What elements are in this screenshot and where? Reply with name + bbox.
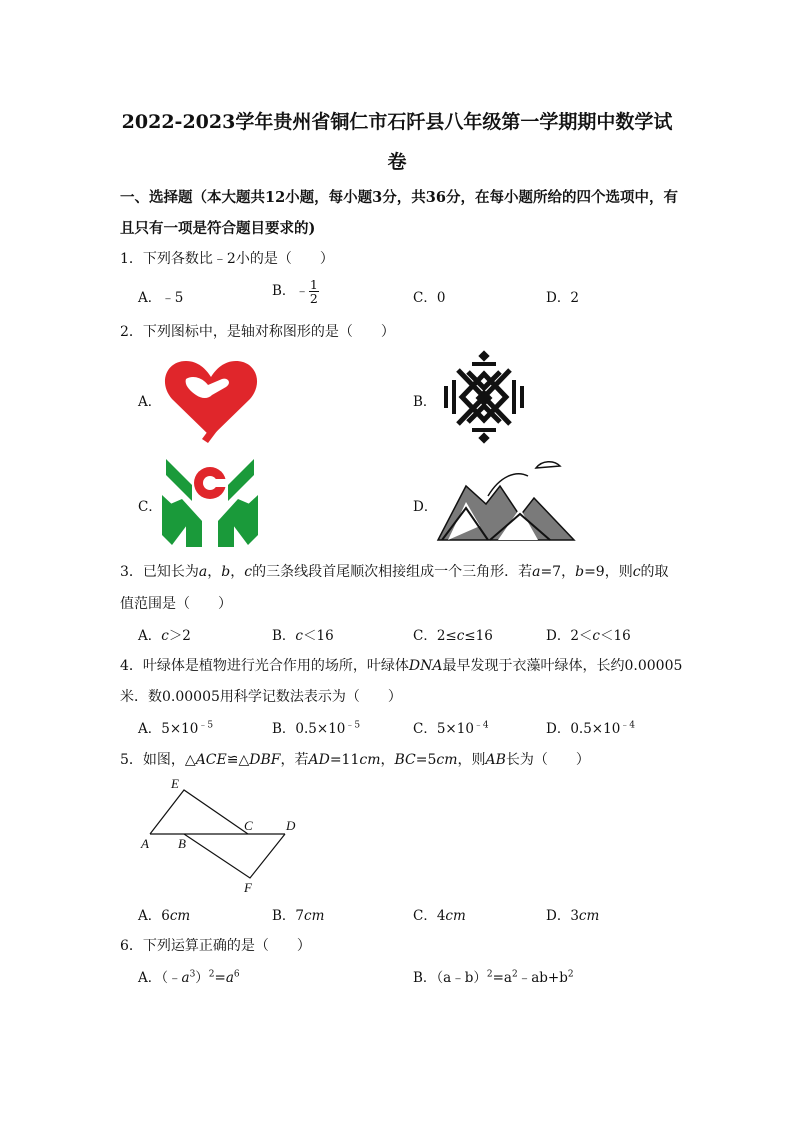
question-3-stem-cont: 值范围是（ ） <box>120 596 232 612</box>
q2-option-d: D． <box>413 499 438 515</box>
exponent: 2 <box>511 969 518 980</box>
unit-cm: cm <box>578 908 600 924</box>
q3-option-a <box>138 624 191 644</box>
q4-option-a <box>138 717 213 737</box>
section-heading-cont: 且只有一项是符合题目要求的) <box>120 220 316 237</box>
q6-option-b <box>413 966 574 986</box>
exponent: 2 <box>567 969 574 980</box>
q5-option-c <box>413 904 466 924</box>
var-b: b <box>575 564 585 580</box>
option-text: ＜16 <box>302 628 334 644</box>
q6-option-a <box>138 966 240 986</box>
heart-hand-logo-icon <box>162 355 260 443</box>
option-text: ＜16 <box>599 628 631 644</box>
var-c: c <box>632 564 641 580</box>
exponent: 6 <box>233 969 240 980</box>
var-c: c <box>161 628 169 644</box>
triangle-dbf: DBF <box>249 752 281 768</box>
var-c: c <box>456 628 465 644</box>
q3-option-b <box>272 624 334 644</box>
option-text: A．6 <box>138 908 170 924</box>
q5-text: =5 <box>415 752 437 768</box>
point-label-b: B <box>178 836 186 851</box>
q3-text: 的取 <box>640 564 669 580</box>
exponent: 3 <box>189 969 196 980</box>
option-text: B．（a﹣b） <box>413 970 487 986</box>
q5-text: ，则 <box>457 752 486 768</box>
option-text: C．2≤ <box>413 628 457 644</box>
mountains-icon <box>438 456 578 546</box>
question-4-stem-cont: 米．数0.00005用科学记数法表示为（ ） <box>120 689 402 705</box>
knot-pattern-icon <box>440 352 528 442</box>
var-b: b <box>221 564 231 580</box>
point-label-e: E <box>171 776 179 791</box>
option-text: D．3 <box>546 908 579 924</box>
option-text: D．2＜ <box>546 628 593 644</box>
section-heading: 一、选择题（本大题共12小题，每小题3分，共36分，在每小题所给的四个选项中，有 <box>120 189 678 206</box>
q5-text: 5．如图，△ <box>120 752 196 768</box>
unit-cm: cm <box>436 752 458 768</box>
q1-option-a: A．﹣5 <box>138 290 184 306</box>
q5-text: =11 <box>329 752 360 768</box>
q2-option-a: A． <box>138 394 162 410</box>
var-c: c <box>244 564 253 580</box>
exponent: ﹣5 <box>198 720 214 731</box>
var-a: a <box>225 970 234 986</box>
q3-text: 3．已知长为 <box>120 564 199 580</box>
triangle-ace-shape <box>150 790 248 834</box>
q5-option-a <box>138 904 190 924</box>
q4-text: 最早发现于衣藻叶绿体，长约0.00005 <box>442 658 683 674</box>
q5-text: 长为（ ） <box>505 752 590 768</box>
fraction-denominator: 2 <box>309 291 318 306</box>
option-text: ≤16 <box>464 628 493 644</box>
q1-option-b <box>272 278 319 305</box>
point-label-c: C <box>244 818 253 833</box>
question-6-stem: 6．下列运算正确的是（ ） <box>120 938 311 954</box>
bank-c-logo-icon <box>162 455 258 547</box>
exponent: ﹣5 <box>345 720 361 731</box>
option-text: C．4 <box>413 908 446 924</box>
triangle-ace: ACE <box>195 752 227 768</box>
option-text: A．（﹣ <box>138 970 182 986</box>
question-5-stem <box>120 749 590 769</box>
point-label-d: D <box>286 818 296 833</box>
var-c: c <box>592 628 600 644</box>
q5-option-b <box>272 904 324 924</box>
q3-text: =9，则 <box>584 564 633 580</box>
question-2-stem: 2．下列图标中，是轴对称图形的是（ ） <box>120 324 395 340</box>
option-text: A． <box>138 628 162 644</box>
question-3-stem <box>120 561 669 581</box>
q3-option-d <box>546 624 631 644</box>
var-a: a <box>181 970 190 986</box>
q1-option-c: C．0 <box>413 290 446 306</box>
exponent: 2 <box>208 969 215 980</box>
segment-ab: AB <box>485 752 506 768</box>
option-text: = <box>214 970 226 986</box>
page-title-cont: 卷 <box>387 151 407 173</box>
q1-option-d: D．2 <box>546 290 579 306</box>
unit-cm: cm <box>304 908 325 924</box>
option-text: C．5×10 <box>413 721 474 737</box>
exponent: 2 <box>486 969 493 980</box>
fraction-numerator: 1 <box>309 277 318 292</box>
triangle-dbf-shape <box>184 834 285 878</box>
q4-option-b <box>272 717 360 737</box>
q2-option-c: C． <box>138 499 162 515</box>
q5-text: ≌△ <box>226 752 250 768</box>
page-title: 2022-2023学年贵州省铜仁市石阡县八年级第一学期期中数学试 <box>121 111 673 133</box>
q3-option-c <box>413 624 493 644</box>
option-text: D．0.5×10 <box>546 721 621 737</box>
q3-text: =7， <box>540 564 576 580</box>
option-text: ﹣ab+b <box>517 970 568 986</box>
question-4-stem <box>120 655 682 675</box>
option-text: B． <box>272 628 296 644</box>
exponent: ﹣4 <box>473 720 489 731</box>
option-text: B．0.5×10 <box>272 721 346 737</box>
option-text: ） <box>195 970 209 986</box>
q3-text: ， <box>230 564 245 580</box>
q3-text: 的三条线段首尾顺次相接组成一个三角形．若 <box>252 564 533 580</box>
q5-text: ， <box>380 752 395 768</box>
var-a: a <box>532 564 541 580</box>
q4-option-d <box>546 717 635 737</box>
q2-option-b: B． <box>413 394 437 410</box>
q5-text: ，若 <box>280 752 309 768</box>
q3-text: ， <box>207 564 222 580</box>
point-label-a: A <box>141 836 149 851</box>
segment-ad: AD <box>308 752 330 768</box>
unit-cm: cm <box>359 752 381 768</box>
q4-text: 4．叶绿体是植物进行光合作用的场所，叶绿体 <box>120 658 409 674</box>
option-text: =a <box>492 970 512 986</box>
option-text: ＞2 <box>168 628 191 644</box>
unit-cm: cm <box>169 908 191 924</box>
var-c: c <box>295 628 303 644</box>
q5-option-d <box>546 904 599 924</box>
unit-cm: cm <box>445 908 466 924</box>
question-1-stem: 1．下列各数比﹣2小的是（ ） <box>120 251 334 267</box>
fraction <box>309 278 319 305</box>
triangle-figure <box>138 772 313 897</box>
exponent: ﹣4 <box>620 720 636 731</box>
q4-option-c <box>413 717 489 737</box>
option-text: B．7 <box>272 908 305 924</box>
q1-option-b-prefix: B．﹣ <box>272 283 309 299</box>
dna-term: DNA <box>408 658 443 674</box>
point-label-f: F <box>244 880 252 895</box>
segment-bc: BC <box>394 752 416 768</box>
var-a: a <box>198 564 208 580</box>
option-text: A．5×10 <box>138 721 199 737</box>
